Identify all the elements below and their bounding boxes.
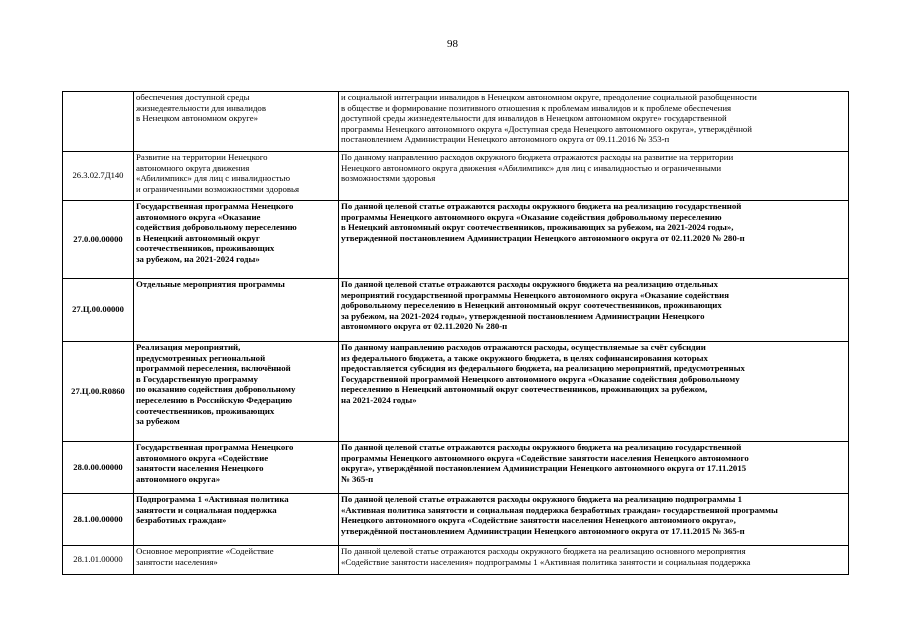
target-article-code: 28.1.01.00000 (63, 546, 134, 575)
target-article-description: По данному направлению расходов окружного бюджета отражаются расходы на развитие на территории Ненецкого автономного округа движения «Абилимпикс» для лиц с инвалидностью и ограниченными возможностями здоровья (339, 152, 849, 201)
target-article-description: По данной целевой статье отражаются расходы окружного бюджета на реализацию государственной программы Ненецкого автономного округа «Содействие занятости населения Ненецкого автономного округа», утверждённой постановлением Администрации Ненецкого автономного округа от 17.11.2015 № 365-п (339, 442, 849, 494)
target-article-description: По данной целевой статье отражаются расходы окружного бюджета на реализацию подпрограммы 1 «Активная политика занятости и социальная поддержка безработных граждан» государственной программы Ненецкого автономного округа «Содействие занятости населения Ненецкого автономного округа», утверждённой постановлением Администрации Ненецкого автономного округа от 17.11.2015 № 365-п (339, 494, 849, 546)
target-article-code (63, 92, 134, 152)
page-number: 98 (447, 38, 458, 50)
target-article-code: 28.1.00.00000 (63, 494, 134, 546)
target-article-code: 27.Ц.00.00000 (63, 279, 134, 342)
target-article-code: 27.Ц.00.R0860 (63, 342, 134, 442)
target-article-description: По данной целевой статье отражаются расходы окружного бюджета на реализацию государственной программы Ненецкого автономного округа «Оказание содействия добровольному переселению в Ненецкий автономный округ соотечественников, проживающих за рубежом, на 2021-2024 годы», утвержденной постановлением Администрации Ненецкого автономного округа от 02.11.2020 № 280-п (339, 201, 849, 279)
budget-classification-table (62, 91, 849, 575)
table-row (63, 152, 849, 201)
target-article-code: 26.3.02.7Д140 (63, 152, 134, 201)
target-article-code: 28.0.00.00000 (63, 442, 134, 494)
target-article-name: Государственная программа Ненецкого автономного округа «Оказание содействия добровольному переселению в Ненецкий автономный округ соотечественников, проживающих за рубежом, на 2021-2024 годы» (134, 201, 339, 279)
target-article-description: По данной целевой статье отражаются расходы окружного бюджета на реализацию основного мероприятия «Содействие занятости населения» подпрограммы 1 «Активная политика занятости и социальная поддержка (339, 546, 849, 575)
target-article-name: Развитие на территории Ненецкого автономного округа движения «Абилимпикс» для лиц с инвалидностью и ограниченными возможностями здоровья (134, 152, 339, 201)
target-article-name: обеспечения доступной среды жизнедеятельности для инвалидов в Ненецком автономном округе» (134, 92, 339, 152)
table-row (63, 494, 849, 546)
target-article-description: По данному направлению расходов отражаются расходы, осуществляемые за счёт субсидии из федерального бюджета, а также окружного бюджета, в целях софинансирования которых предоставляется субсидия из федерального бюджета, на реализацию мероприятий, предусмотренных Государственной программой Ненецкого автономного округа «Оказание содействия добровольному переселению в Ненецкий автономный округ соотечественников, проживающих за рубежом, на 2021-2024 годы» (339, 342, 849, 442)
table-row (63, 342, 849, 442)
table-row (63, 546, 849, 575)
target-article-description: и социальной интеграции инвалидов в Ненецком автономном округе, преодоление социальной разобщенности в обществе и формирование позитивного отношения к проблемам инвалидов и к проблеме обеспечения доступной среды жизнедеятельности для инвалидов в Ненецком автономном округе» государственной программы Ненецкого автономного округа «Доступная среда Ненецкого автономного округа», утверждённой постановлением Администрации Ненецкого автономного округа от 09.11.2016 № 353-п (339, 92, 849, 152)
target-article-code: 27.0.00.00000 (63, 201, 134, 279)
target-article-name: Основное мероприятие «Содействие занятости населения» (134, 546, 339, 575)
table-row (63, 92, 849, 152)
target-article-description: По данной целевой статье отражаются расходы окружного бюджета на реализацию отдельных мероприятий государственной программы Ненецкого автономного округа «Оказание содействия добровольному переселению в Ненецкий автономный округ соотечественников, проживающих за рубежом, на 2021-2024 годы», утвержденной постановлением Администрации Ненецкого автономного округа от 02.11.2020 № 280-п (339, 279, 849, 342)
target-article-name: Отдельные мероприятия программы (134, 279, 339, 342)
table-row (63, 279, 849, 342)
target-article-name: Подпрограмма 1 «Активная политика занятости и социальная поддержка безработных граждан» (134, 494, 339, 546)
target-article-name: Государственная программа Ненецкого автономного округа «Содействие занятости населения Ненецкого автономного округа» (134, 442, 339, 494)
table-row (63, 442, 849, 494)
table-row (63, 201, 849, 279)
target-article-name: Реализация мероприятий, предусмотренных региональной программой переселения, включённой в Государственную программу по оказанию содействия добровольному переселению в Российскую Федерацию соотечественников, проживающих за рубежом (134, 342, 339, 442)
